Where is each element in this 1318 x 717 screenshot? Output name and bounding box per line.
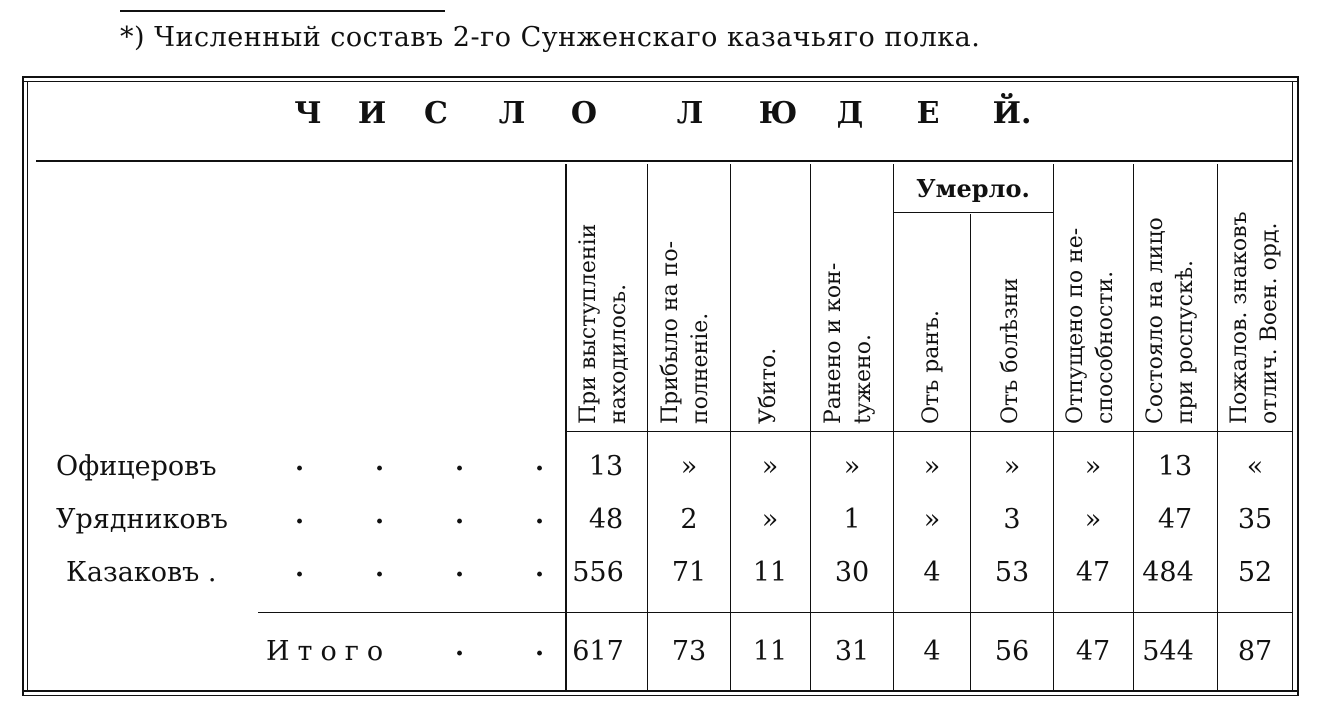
title-letter: Е [916,96,940,131]
col-header-died-wounds: Отъ ранъ. [919,309,944,424]
col-group-died: Умерло. [916,174,1030,203]
header-bottom-rule [565,431,1292,432]
table-cell: 3 [1003,504,1021,535]
frame-left [22,76,24,696]
col-sep [730,164,731,690]
col-header-discharged: Отпущено по не- способности. [1063,227,1118,424]
table-cell: 11 [752,636,788,667]
leader-dot: · [295,454,305,484]
col-header-reinforcements: Прибыло на по- полненіе. [658,240,713,424]
row-label: Офицеровъ [56,451,217,482]
died-group-rule [893,212,1053,213]
table-cell: 47 [1075,557,1111,588]
leader-dot: · [455,507,465,537]
frame-bottom [22,690,1297,692]
col-header-awards: Пожалов. знаковъ отлич. Воен. орд. [1227,211,1282,424]
total-label: Итого [266,636,392,667]
table-cell: 617 [572,636,624,667]
table-cell: 52 [1237,557,1273,588]
table-cell: 4 [923,636,941,667]
title-rule [36,160,1292,162]
leader-dot: · [535,639,545,669]
table-cell: 556 [572,557,624,588]
leader-dot: · [455,639,465,669]
col-header-at-start: При выступленіи находилось. [576,223,631,424]
table-cell: » [923,504,941,535]
table-cell: » [761,504,779,535]
col-header-killed: Убито. [756,347,781,424]
table-cell: » [761,451,779,482]
table-cell: 30 [834,557,870,588]
table-cell: 47 [1075,636,1111,667]
table-cell: » [843,451,861,482]
table-cell: » [1084,504,1102,535]
leader-dot: · [295,507,305,537]
row-label: Казаковъ . [66,557,217,588]
table-cell: 13 [1157,451,1193,482]
title-letter: С [424,96,448,131]
table-cell: » [923,451,941,482]
title-letter: Ч [294,96,322,131]
table-cell: 484 [1142,557,1194,588]
frame-top-inner [22,81,1297,82]
frame-right-inner [1292,81,1293,691]
title-letter: Д [836,96,864,131]
leader-dot: · [535,507,545,537]
leader-dot: · [455,560,465,590]
table-cell: 48 [588,504,624,535]
col-sep [565,164,567,690]
col-sep [893,164,894,690]
table-cell: 544 [1142,636,1194,667]
table-cell: 1 [843,504,861,535]
col-sep [810,164,811,690]
table-cell: 71 [671,557,707,588]
col-sep [1133,164,1134,690]
frame-right [1297,76,1299,696]
leader-dot: · [375,560,385,590]
title-letter: Й. [992,96,1032,131]
frame-bottom-inner [22,695,1297,696]
table-cell: 2 [680,504,698,535]
table-cell: » [1003,451,1021,482]
table-cell: » [1084,451,1102,482]
table-cell: 73 [671,636,707,667]
table-caption: *) Численный составъ 2-го Сунженскаго казачьяго полка. [120,22,981,53]
title-letter: Л [498,96,526,131]
title-letter: Л [676,96,704,131]
col-sep [1053,164,1054,690]
table-cell: 87 [1237,636,1273,667]
leader-dot: · [535,560,545,590]
table-cell: 31 [834,636,870,667]
title-letter: Ю [758,96,798,131]
table-cell: « [1246,451,1264,482]
table-cell: 4 [923,557,941,588]
table-cell: 13 [588,451,624,482]
col-sep [970,214,971,690]
table-cell: 47 [1157,504,1193,535]
col-header-wounded: Ранено и кон- tужено. [821,262,876,424]
row-label: Урядниковъ [56,504,228,535]
table-cell: 35 [1237,504,1273,535]
col-sep [647,164,648,690]
title-letter: О [570,96,598,131]
top-rule [120,10,445,12]
title-letter: И [357,96,387,131]
table-cell: 11 [752,557,788,588]
table-cell: » [680,451,698,482]
leader-dot: · [455,454,465,484]
table-cell: 56 [994,636,1030,667]
frame-top [22,76,1297,78]
col-header-present-at-release: Состояло на лицо при роспускѣ. [1143,217,1198,424]
col-header-died-illness: Отъ болѣзни [998,277,1023,424]
leader-dot: · [375,507,385,537]
table-cell: 53 [994,557,1030,588]
total-rule [258,612,1292,613]
leader-dot: · [535,454,545,484]
leader-dot: · [375,454,385,484]
leader-dot: · [295,560,305,590]
col-sep [1217,164,1218,690]
frame-left-inner [27,81,28,691]
